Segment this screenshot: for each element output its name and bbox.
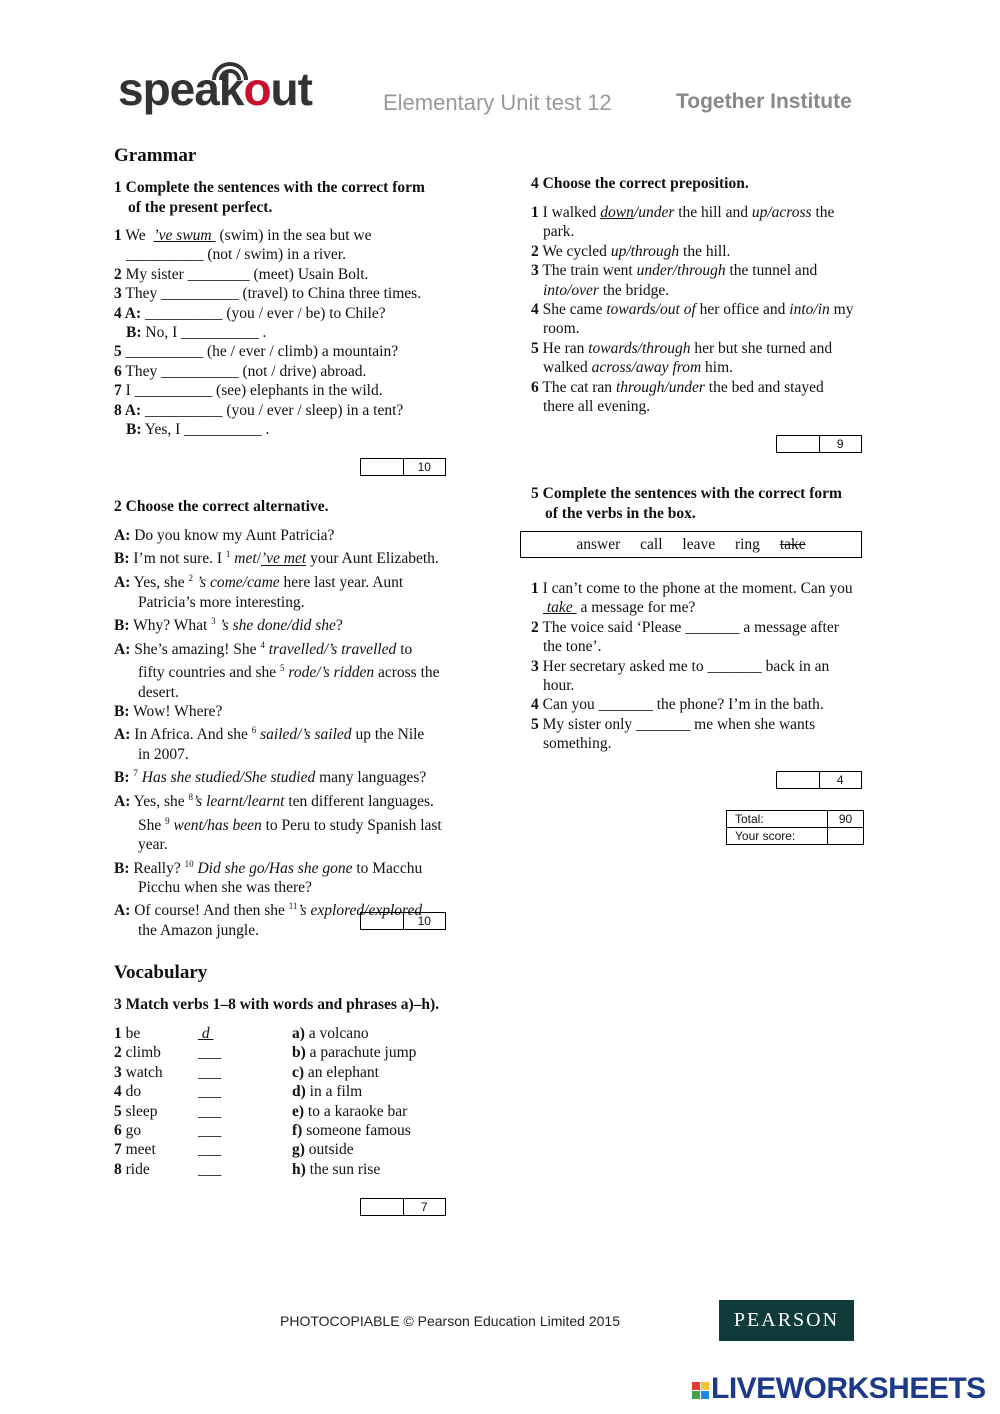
answer-blank[interactable]: ___ [198,1063,222,1081]
word-take-used: take [779,536,806,553]
word-call: call [640,536,663,553]
ex3-title: 3 Match verbs 1–8 with words and phrases a)–h). [114,996,440,1013]
institute-name: Together Institute [676,90,852,113]
your-score-input[interactable] [828,828,863,844]
ex1-line-4a[interactable]: 4 A: __________ (you / ever / be) to Chile? [114,304,386,322]
verb-item: 5 sleep [114,1102,158,1120]
score-input[interactable] [361,459,404,475]
ex1-line-3[interactable]: 3 They __________ (travel) to China three times. [114,285,422,303]
score-input[interactable] [777,436,820,452]
ex2-dialogue: A: Do you know my Aunt Patricia? B: I’m not sure. I $^1$ met/’ve met your Aunt Elizabeth. A: Yes, she $^2$ ’s come/came here last year. Aunt Patricia’s more interesting. B: Why? What $^3$ ’s she done/did she? A: She’s amazing! She $^4$ travelled/’s travelled to fifty countries and she $^5$ rode/’s ridden across the desert. B: Wow! Where? A: In Africa. And she $^6$ sailed/’s sailed up the Nile in 2007. B: $^7$ Has she studied/She studied many languages? A: Yes, she $^8$’s learnt/learnt ten different languages. She $^9$ went/has been to Peru to study Spanish last year. B: Really? $^{10}$ Did she go/Has she gone to Macchu Picchu when she was there? A: Of course! And then she $^{11}$’s explored/explored the Amazon jungle. [114,527,442,940]
signal-arcs-icon [208,60,252,82]
ex1-line-4b[interactable]: B: No, I __________ . [126,324,267,342]
ex1-line-1b[interactable]: __________ (not / swim) in a river. [126,246,346,264]
pearson-logo: PEARSON [719,1300,854,1341]
score-input[interactable] [361,913,404,929]
ex1-line-1: 1 We ’ve swum (swim) in the sea but we [114,227,372,244]
verb-item: 2 climb [114,1044,161,1062]
ex4-lines: 1 I walked down/under the hill and up/across the park. 2 We cycled up/through the hill. 3 The train went under/through the tunnel and into/over the bridge. 4 She came towards/out of her office and into/in my room. 5 He ran towards/through her but she turned and walked across/away from him. 6 The cat ran through/under the bed and stayed there all evening. [531,204,854,416]
example-answer: down [600,204,634,221]
verb-item: 6 go [114,1122,142,1140]
ex5-score-box: 4 [776,771,862,789]
ex1-line-7[interactable]: 7 I __________ (see) elephants in the wild. [114,382,383,400]
score-input[interactable] [777,772,820,788]
phrase-item: h) the sun rise [292,1160,381,1178]
example-answer: ’ve swum [153,227,216,244]
phrase-item: d) in a film [292,1083,363,1101]
ex2-title: 2 Choose the correct alternative. [114,498,329,515]
phrase-item: b) a parachute jump [292,1044,417,1062]
answer-blank[interactable]: ___ [198,1141,222,1159]
grammar-heading: Grammar [114,145,197,166]
ex3-answers [198,1024,221,1179]
example-answer: take [543,599,577,617]
ex5-title: 5 Complete the sentences with the correct form of the verbs in the box. [531,485,842,522]
answer-blank[interactable]: ___ [198,1083,222,1101]
phrase-item: g) outside [292,1141,354,1159]
logo-text-speak: speak [118,63,244,115]
ex3-verbs [114,1024,163,1179]
ex3-score-box: 7 [360,1198,446,1216]
verb-item: 1 be [114,1025,141,1042]
logo-text-o: o [243,63,271,115]
verb-item: 7 meet [114,1141,156,1159]
phrase-item: a) a volcano [292,1025,369,1042]
ex1-line-5[interactable]: 5 __________ (he / ever / climb) a mountain? [114,343,399,361]
example-answer: ’ve met [261,550,307,568]
ex3-phrases [292,1024,416,1179]
ex1-score-box: 10 [360,458,446,476]
example-answer: d [198,1025,214,1042]
ex1-line-6[interactable]: 6 They __________ (not / drive) abroad. [114,362,367,380]
vocabulary-heading: Vocabulary [114,962,208,983]
test-title: Elementary Unit test 12 [383,90,612,115]
ex5-lines: 1 I can’t come to the phone at the moment. Can you take a message for me? 2 The voice said ‘Please _______ a message after the tone’. 3 Her secretary asked me to _______ back in an hour. 4 Can you _______ the phone? I’m in the bath. 5 My sister only _______ me when she wants something. [531,580,853,753]
ex1-lines [114,226,421,439]
ex1-line-8a[interactable]: 8 A: __________ (you / ever / sleep) in a tent? [114,401,404,419]
verb-item: 3 watch [114,1063,163,1081]
word-leave: leave [682,536,716,553]
word-ring: ring [734,536,760,553]
answer-blank[interactable]: ___ [198,1044,222,1062]
ex4-title: 4 Choose the correct preposition. [531,175,749,192]
liveworksheets-logo: LIVEWORKSHEETS [692,1372,986,1406]
verb-item: 4 do [114,1083,142,1101]
total-score-table: Total: 90 Your score: [726,810,864,845]
answer-blank[interactable]: ___ [198,1160,222,1178]
phrase-item: c) an elephant [292,1063,379,1081]
ex2-score-box: 10 [360,912,446,930]
answer-blank[interactable]: ___ [198,1122,222,1140]
liveworksheets-grid-icon [692,1382,709,1399]
ex1-line-2[interactable]: 2 My sister ________ (meet) Usain Bolt. [114,265,369,283]
verb-item: 8 ride [114,1160,150,1178]
ex1-title: 1 Complete the sentences with the correct form of the present perfect. [114,179,425,216]
answer-blank[interactable]: ___ [198,1102,222,1120]
word-answer: answer [576,536,621,553]
ex1-line-8b[interactable]: B: Yes, I __________ . [126,421,270,439]
phrase-item: f) someone famous [292,1122,411,1140]
ex4-score-box: 9 [776,435,862,453]
logo-text-ut: ut [270,63,312,115]
copyright-notice: PHOTOCOPIABLE © Pearson Education Limited 2015 [280,1313,621,1329]
score-input[interactable] [361,1199,404,1215]
phrase-item: e) to a karaoke bar [292,1102,408,1120]
word-box [520,531,862,558]
